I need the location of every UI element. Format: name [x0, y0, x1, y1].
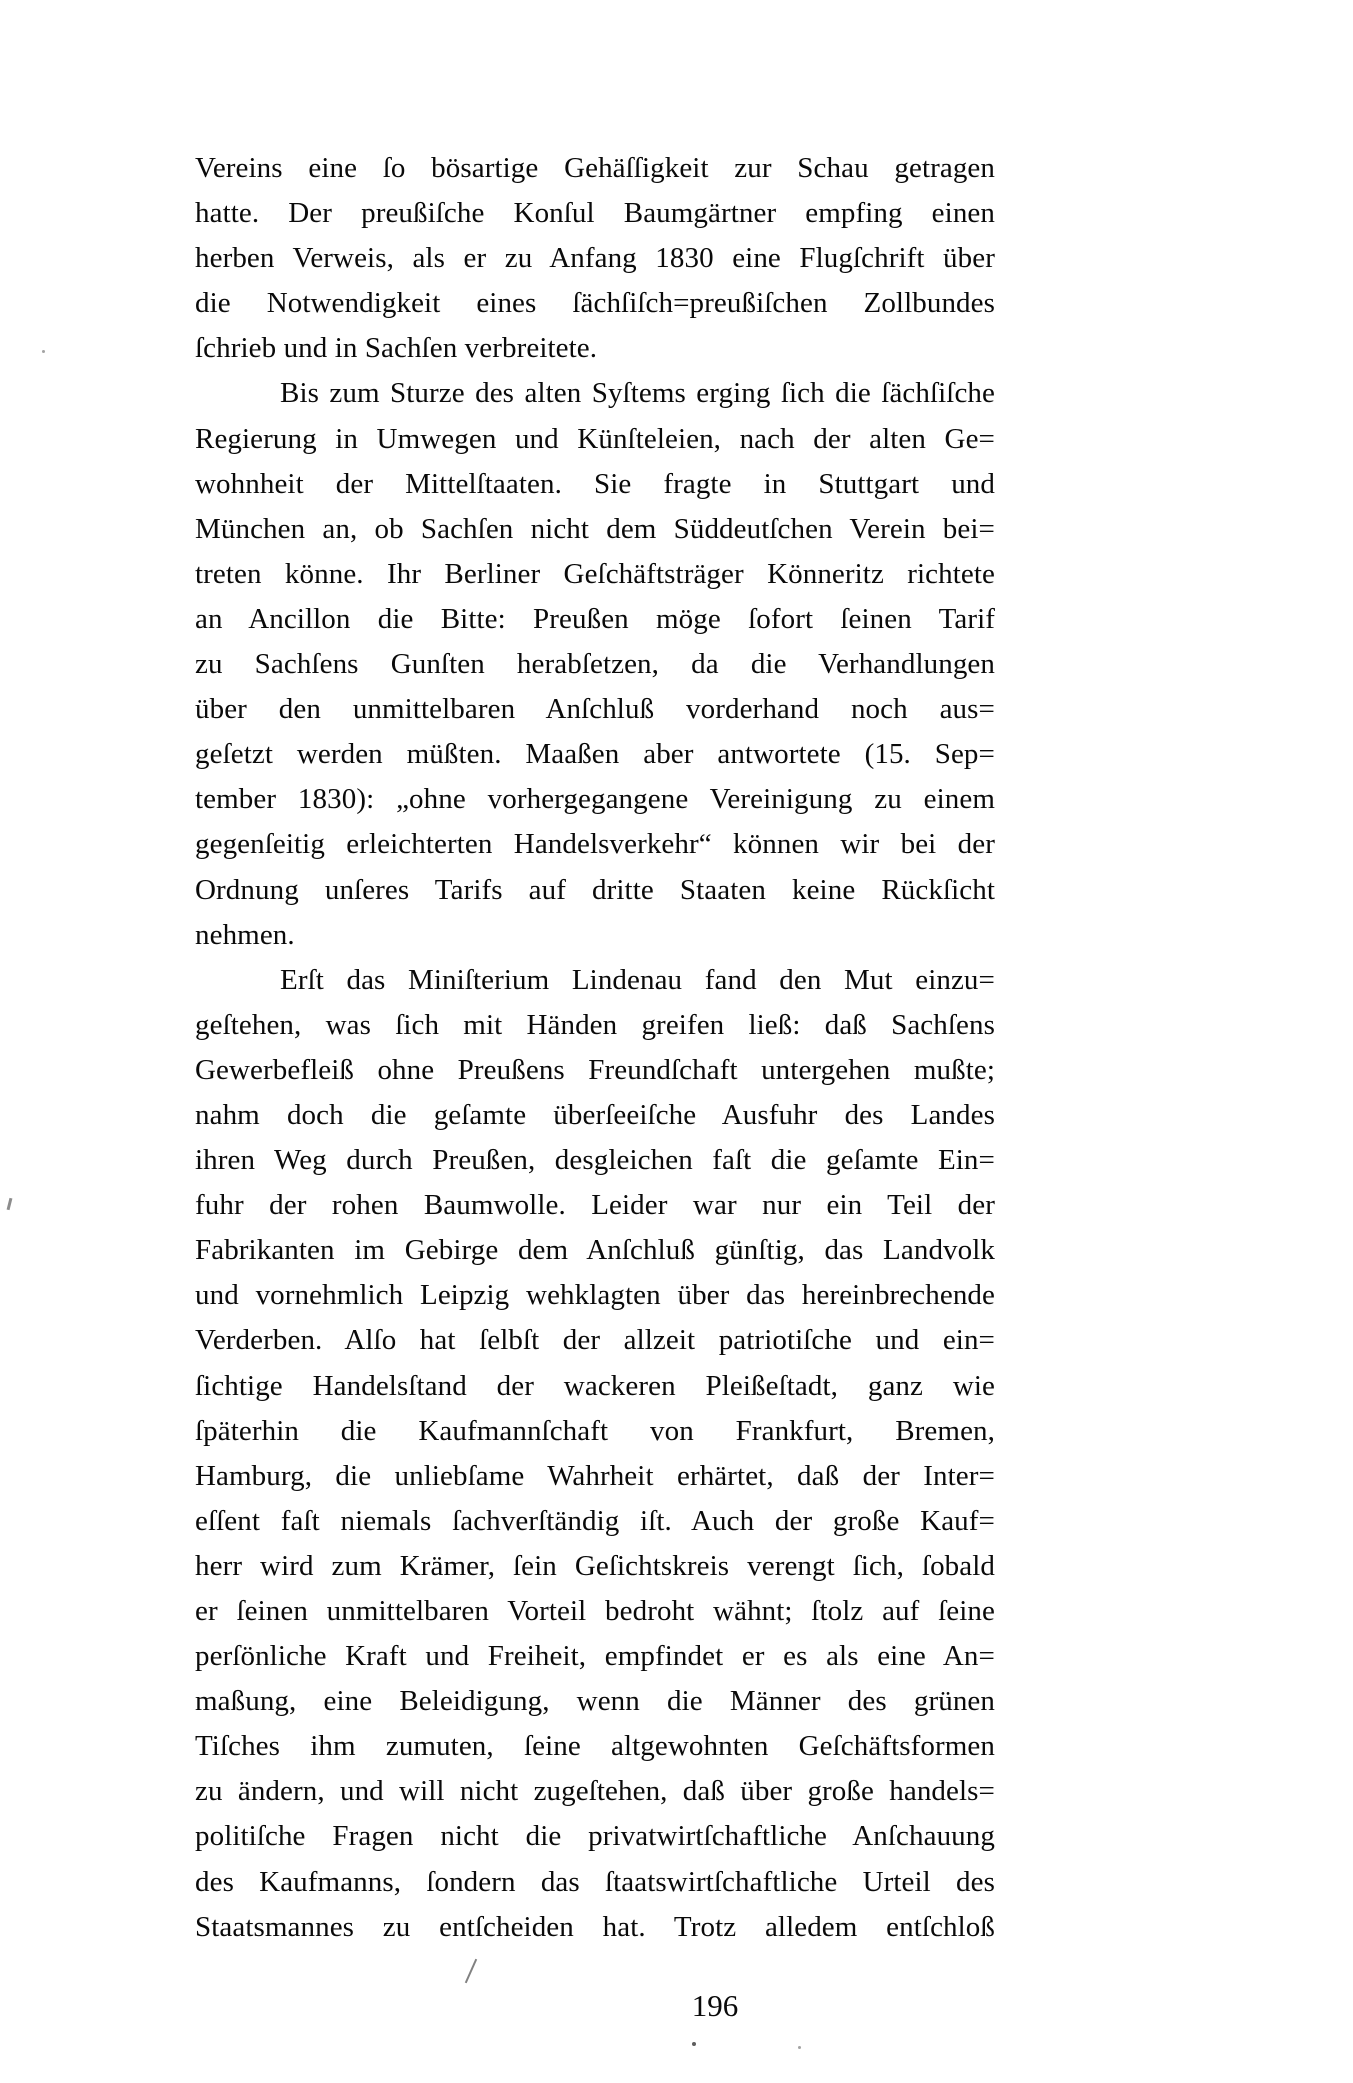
text-line: Vereins eine ſo bösartige Gehäſſigkeit zur Schau getragen: [195, 152, 995, 184]
text-line: ihren Weg durch Preußen, desgleichen faſt die geſamte Ein=: [195, 1144, 995, 1177]
text-line: Fabrikanten im Gebirge dem Anſchluß günſtig, das Landvolk: [195, 1234, 995, 1267]
text-line: Hamburg, die unliebſame Wahrheit erhärtet, daß der Inter=: [195, 1459, 995, 1492]
scan-artifact: [692, 2042, 696, 2046]
text-line: politiſche Fragen nicht die privatwirtſchaftliche Anſchauung: [195, 1820, 995, 1853]
text-line: nahm doch die geſamte überſeeiſche Ausfuhr des Landes: [195, 1098, 995, 1131]
scan-artifact: [798, 2046, 801, 2049]
text-line: zu Sachſens Gunſten herabſetzen, da die Verhandlungen: [195, 648, 995, 681]
text-line: treten könne. Ihr Berliner Geſchäftsträger Könneritz richtete: [195, 557, 995, 590]
text-line: eſſent faſt niemals ſachverſtändig iſt. Auch der große Kauf=: [195, 1504, 995, 1537]
text-line: perſönliche Kraft und Freiheit, empfindet er es als eine An=: [195, 1640, 995, 1673]
text-line: geſtehen, was ſich mit Händen greifen ließ: daß Sachſens: [195, 1008, 995, 1041]
text-line: Staatsmannes zu entſcheiden hat. Trotz alledem entſchloß: [195, 1910, 995, 1943]
text-line: Tiſches ihm zumuten, ſeine altgewohnten Geſchäftsformen: [195, 1730, 995, 1763]
text-block: [195, 146, 995, 1950]
text-line: die Notwendigkeit eines ſächſiſch=preußiſchen Zollbundes: [195, 287, 995, 320]
text-line: geſetzt werden müßten. Maaßen aber antwortete (15. Sep=: [195, 738, 995, 771]
text-line: über den unmittelbaren Anſchluß vorderhand noch aus=: [195, 693, 995, 726]
text-line: Bis zum Sturze des alten Syſtems erging ſich die ſächſiſche: [280, 377, 995, 410]
text-line: des Kaufmanns, ſondern das ſtaatswirtſchaftliche Urteil des: [195, 1865, 995, 1898]
text-line: Ordnung unſeres Tarifs auf dritte Staaten keine Rückſicht: [195, 873, 995, 906]
text-line: ſpäterhin die Kaufmannſchaft von Frankfurt, Bremen,: [195, 1414, 995, 1447]
text-line: herr wird zum Krämer, ſein Geſichtskreis verengt ſich, ſobald: [195, 1549, 995, 1582]
scan-artifact: [465, 1959, 477, 1984]
text-line: und vornehmlich Leipzig wehklagten über das hereinbrechende: [195, 1279, 995, 1312]
text-line: an Ancillon die Bitte: Preußen möge ſofort ſeinen Tarif: [195, 602, 995, 635]
text-line: hatte. Der preußiſche Konſul Baumgärtner empfing einen: [195, 197, 995, 230]
text-line: Verderben. Alſo hat ſelbſt der allzeit patriotiſche und ein=: [195, 1324, 995, 1357]
text-line: fuhr der rohen Baumwolle. Leider war nur ein Teil der: [195, 1189, 995, 1222]
text-line: Erſt das Miniſterium Lindenau fand den Mut einzu=: [280, 963, 995, 996]
page-number: 196: [691, 1988, 739, 2023]
text-line: herben Verweis, als er zu Anfang 1830 eine Flugſchrift über: [195, 242, 995, 275]
text-line: ſichtige Handelsſtand der wackeren Pleißeſtadt, ganz wie: [195, 1369, 995, 1402]
text-line: nehmen.: [195, 918, 295, 951]
scan-artifact: [7, 1198, 13, 1210]
text-line: Gewerbefleiß ohne Preußens Freundſchaft untergehen mußte;: [195, 1053, 995, 1086]
text-line: Regierung in Umwegen und Künſteleien, nach der alten Ge=: [195, 422, 995, 455]
text-line: München an, ob Sachſen nicht dem Süddeutſchen Verein bei=: [195, 512, 995, 545]
scan-artifact: [42, 350, 45, 353]
text-line: er ſeinen unmittelbaren Vorteil bedroht wähnt; ſtolz auf ſeine: [195, 1595, 995, 1627]
text-line: maßung, eine Beleidigung, wenn die Männer des grünen: [195, 1685, 995, 1718]
text-line: tember 1830): „ohne vorhergegangene Vereinigung zu einem: [195, 783, 995, 816]
text-line: gegenſeitig erleichterten Handelsverkehr“ können wir bei der: [195, 828, 995, 861]
text-line: zu ändern, und will nicht zugeſtehen, daß über große handels=: [195, 1775, 995, 1808]
text-line: ſchrieb und in Sachſen verbreitete.: [195, 332, 598, 365]
text-line: wohnheit der Mittelſtaaten. Sie fragte in Stuttgart und: [195, 467, 995, 500]
